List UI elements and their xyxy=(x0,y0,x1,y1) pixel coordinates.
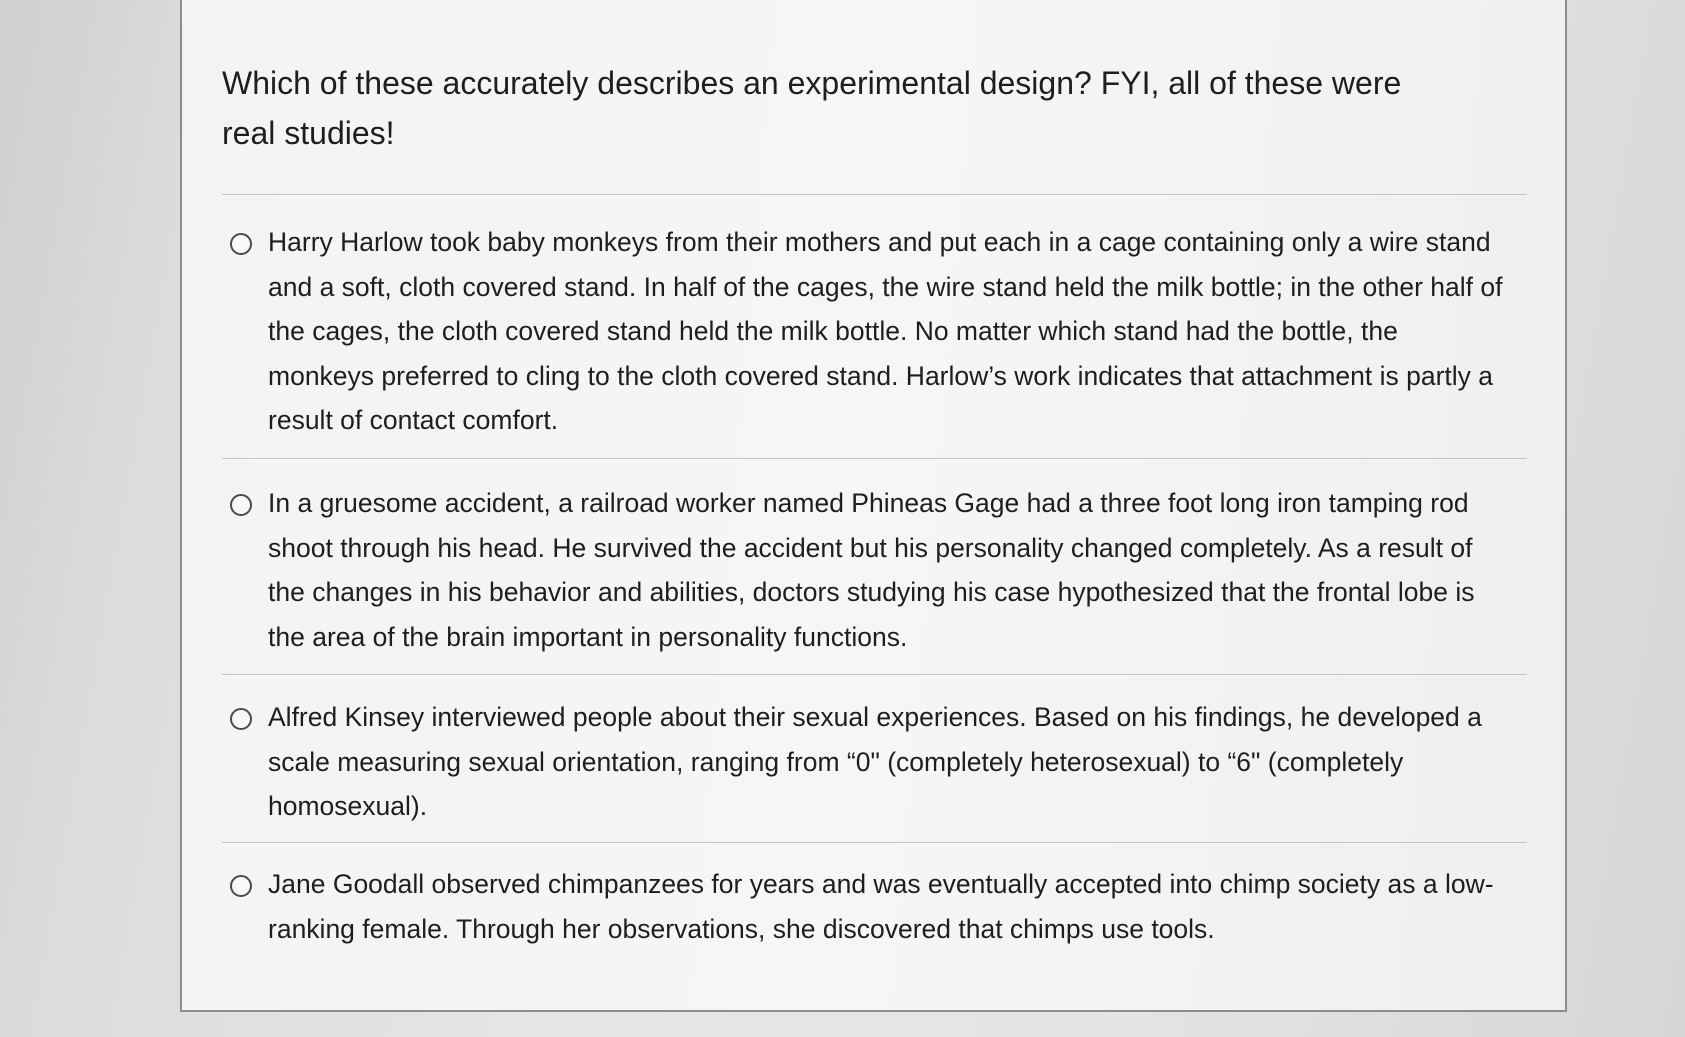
answer-option-text: Jane Goodall observed chimpanzees for years and was eventually accepted into chimp society as a low-ranking female. Through her observations, she discovered that chimps use tools. xyxy=(268,869,1494,944)
radio-button-icon[interactable] xyxy=(230,875,252,897)
radio-button-icon[interactable] xyxy=(230,233,252,255)
answer-option-2[interactable] xyxy=(230,481,1510,659)
divider xyxy=(222,674,1527,675)
answer-option-4[interactable] xyxy=(230,862,1510,951)
radio-button-icon[interactable] xyxy=(230,708,252,730)
answer-option-text: Harry Harlow took baby monkeys from their mothers and put each in a cage containing only a wire stand and a soft, cloth covered stand. In half of the cages, the wire stand held the milk bottle; in the other half of the cages, the cloth covered stand held the milk bottle. No matter which stand had the bottle, the monkeys preferred to cling to the cloth covered stand. Harlow’s work indicates that attachment is partly a result of contact comfort. xyxy=(268,227,1503,435)
divider xyxy=(222,842,1527,843)
divider xyxy=(222,194,1527,195)
answer-option-3[interactable] xyxy=(230,695,1510,829)
divider xyxy=(222,458,1527,459)
answer-option-text: In a gruesome accident, a railroad worker named Phineas Gage had a three foot long iron tamping rod shoot through his head. He survived the accident but his personality changed completely. As a result of the changes in his behavior and abilities, doctors studying his case hypothesized that the frontal lobe is the area of the brain important in personality functions. xyxy=(268,488,1475,652)
answer-option-text: Alfred Kinsey interviewed people about their sexual experiences. Based on his findings, he developed a scale measuring sexual orientation, ranging from “0" (completely heterosexual) to “6" (completely homosexual). xyxy=(268,702,1482,821)
question-text: Which of these accurately describes an experimental design? FYI, all of these were real studies! xyxy=(222,65,1402,151)
answer-option-1[interactable] xyxy=(230,220,1510,443)
radio-button-icon[interactable] xyxy=(230,494,252,516)
question-card xyxy=(180,0,1567,1012)
